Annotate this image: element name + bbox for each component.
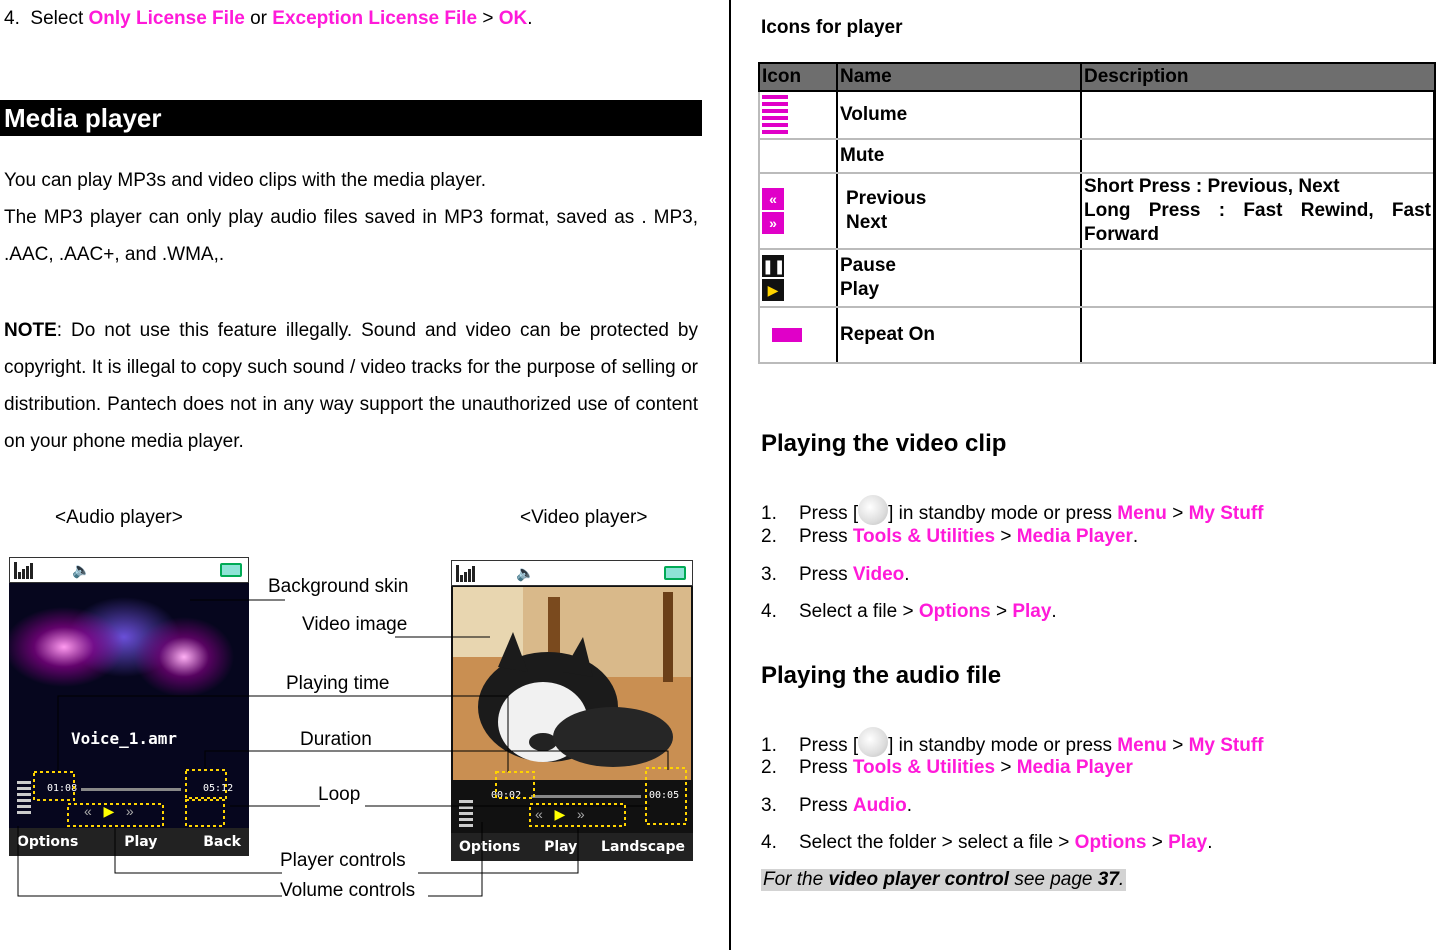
step-text: Select (30, 8, 84, 29)
only-license-file-option: Only License File (88, 8, 245, 29)
annotation-player-controls: Player controls (280, 850, 406, 871)
video-label: Video (852, 564, 905, 585)
volume-bars-icon (459, 800, 473, 830)
table-row (759, 173, 1435, 249)
video-player-screenshot (451, 560, 693, 861)
softkey-landscape: Landscape (601, 839, 685, 855)
period: . (1207, 832, 1213, 853)
ok-option: OK (498, 8, 528, 29)
softkey-options: Options (17, 834, 79, 850)
note-paragraph (4, 312, 698, 460)
signal-icon (14, 562, 40, 579)
speaker-icon: 🔈 (72, 562, 91, 579)
or-text: or (250, 8, 267, 29)
status-bar (451, 560, 693, 586)
softkey-options: Options (459, 839, 521, 855)
audio-file-heading: Playing the audio file (761, 662, 1002, 689)
audio-step-2 (761, 757, 1133, 779)
period: . (1118, 869, 1125, 890)
icons-table-title: Icons for player (761, 17, 903, 38)
annotation-duration: Duration (300, 729, 372, 750)
footnote-emphasis: video player control (828, 869, 1010, 890)
progress-bar (81, 788, 181, 791)
volume-bars-icon (17, 781, 31, 817)
period: . (527, 8, 533, 29)
header-icon: Icon (759, 63, 837, 91)
options-label: Options (1074, 832, 1147, 853)
header-name: Name (837, 63, 1081, 91)
step-number: 3. (761, 795, 777, 816)
forward-icon: » (125, 803, 134, 819)
row-description-long: Long Press : Fast Rewind, Fast Forward (1084, 200, 1431, 245)
row-name-pause: Pause (840, 255, 896, 276)
menu-label: Menu (1117, 503, 1167, 524)
footnote-text: For the (763, 869, 824, 890)
annotation-playing-time: Playing time (286, 673, 390, 694)
table-row (759, 307, 1435, 363)
media-player-label: Media Player (1016, 757, 1133, 778)
intro-paragraph: You can play MP3s and video clips with the media player. (4, 170, 486, 191)
header-description: Description (1081, 63, 1435, 91)
previous-icon: « (762, 188, 784, 210)
options-label: Options (918, 601, 991, 622)
column-divider (729, 0, 731, 950)
mp3-format-paragraph: The MP3 player can only play audio files saved in MP3 format, saved as . MP3, .AAC, .AAC+, and .WMA,. (4, 207, 698, 265)
play-icon: ▶ (103, 803, 115, 819)
period: . (1132, 526, 1139, 547)
my-stuff-label: My Stuff (1188, 735, 1264, 756)
row-name: Volume (837, 91, 1081, 139)
section-title: Media player (0, 100, 702, 136)
separator: > (1000, 526, 1012, 547)
media-key-icon (858, 727, 888, 757)
my-stuff-label: My Stuff (1188, 503, 1264, 524)
footnote-page-number: 37 (1097, 869, 1119, 890)
note-label: NOTE (4, 320, 57, 341)
volume-icon (762, 95, 788, 135)
table-row (759, 249, 1435, 307)
tools-utilities-label: Tools & Utilities (852, 526, 996, 547)
table-header-row (759, 63, 1435, 91)
play-icon: ▶ (554, 806, 566, 822)
audio-step-1 (761, 727, 1264, 757)
step-number: 4. (4, 8, 20, 29)
media-player-label: Media Player (1016, 526, 1133, 547)
row-description-short: Short Press : Previous, Next (1084, 176, 1340, 197)
tools-utilities-label: Tools & Utilities (852, 757, 996, 778)
step-number: 1. (761, 503, 777, 524)
play-label: Play (1012, 601, 1052, 622)
separator: > (995, 601, 1008, 622)
row-name-play: Play (840, 279, 880, 300)
track-title: Voice_1.amr (71, 729, 177, 748)
player-controls (535, 806, 585, 823)
player-controls (84, 803, 134, 820)
repeat-on-icon (772, 328, 802, 342)
pause-icon: ❚❚ (762, 255, 784, 277)
annotation-video-image: Video image (302, 614, 408, 635)
speaker-icon: 🔈 (516, 565, 535, 582)
step-text: Press [ (799, 503, 859, 524)
step-number: 1. (761, 735, 777, 756)
rewind-icon: « (535, 806, 543, 822)
step-number: 4. (761, 832, 777, 853)
row-name: Repeat On (837, 307, 1081, 363)
playing-time: 01:08 (47, 783, 78, 794)
row-name-previous: Previous (846, 188, 927, 209)
row-description (1081, 139, 1435, 173)
separator: > (1151, 832, 1163, 853)
video-step-2 (761, 526, 1138, 548)
row-description (1081, 91, 1435, 139)
battery-icon (664, 566, 686, 580)
row-description (1081, 307, 1435, 363)
table-row (759, 91, 1435, 139)
rewind-icon: « (84, 803, 92, 819)
playing-time: 00:02 (491, 790, 522, 801)
signal-icon (456, 565, 482, 582)
next-icon: » (762, 212, 784, 234)
progress-bar (531, 795, 641, 798)
period: . (1051, 601, 1057, 622)
battery-icon (220, 563, 242, 577)
step-text: Press (799, 526, 848, 547)
period: . (904, 564, 910, 585)
play-label: Play (1168, 832, 1208, 853)
softkey-play: Play (124, 834, 158, 850)
step-text: Select a file > (799, 601, 914, 622)
audio-step-3 (761, 795, 912, 817)
exception-license-file-option: Exception License File (272, 8, 478, 29)
play-icon: ▶ (762, 279, 784, 301)
audio-player-caption: <Audio player> (55, 507, 183, 528)
row-name: Mute (837, 139, 1081, 173)
video-step-4 (761, 601, 1057, 623)
note-text: : Do not use this feature illegally. Sound and video can be protected by copyright. It is illegal to copy such sound / video tracks for the purpose of selling or distribution. Pantech does not in any way support the unauthorized use of content on your phone media player. (4, 320, 698, 452)
step-number: 3. (761, 564, 777, 585)
step-text: Press (799, 795, 848, 816)
step-text: ] in standby mode or press (888, 735, 1113, 756)
step-text: Select the folder > select a file > (799, 832, 1070, 853)
player-icons-table (758, 62, 1436, 364)
status-bar (9, 557, 249, 583)
softkey-back: Back (203, 834, 241, 850)
media-key-icon (858, 495, 888, 525)
duration: 05:12 (203, 783, 234, 794)
video-clip-heading: Playing the video clip (761, 430, 1007, 457)
footnote-text: see page (1014, 869, 1093, 890)
video-image (453, 587, 691, 780)
separator: > (1172, 503, 1184, 524)
audio-step-4 (761, 832, 1213, 854)
video-step-1 (761, 495, 1264, 525)
annotation-background-skin: Background skin (268, 576, 409, 597)
forward-icon: » (576, 806, 585, 822)
separator: > (1172, 735, 1184, 756)
annotation-loop: Loop (318, 784, 361, 805)
separator: > (1000, 757, 1012, 778)
video-control-reference (761, 869, 1126, 891)
row-name-next: Next (846, 212, 888, 233)
separator: > (482, 8, 494, 29)
mute-icon (759, 139, 837, 173)
step-text: Press (799, 757, 848, 778)
menu-label: Menu (1117, 735, 1167, 756)
audio-label: Audio (852, 795, 907, 816)
softkey-bar (9, 828, 249, 856)
duration: 00:05 (649, 790, 680, 801)
video-player-caption: <Video player> (520, 507, 648, 528)
audio-player-screenshot (9, 557, 249, 856)
softkey-play: Play (544, 839, 578, 855)
step-number: 4. (761, 601, 777, 622)
video-step-3 (761, 564, 910, 586)
step-number: 2. (761, 757, 777, 778)
period: . (906, 795, 912, 816)
softkey-bar (451, 833, 693, 861)
step-text: Press (799, 564, 848, 585)
step-text: Press [ (799, 735, 859, 756)
step-4-line (4, 8, 533, 30)
table-row (759, 139, 1435, 173)
annotation-volume-controls: Volume controls (280, 880, 416, 901)
row-description (1081, 249, 1435, 307)
step-text: ] in standby mode or press (888, 503, 1113, 524)
step-number: 2. (761, 526, 777, 547)
